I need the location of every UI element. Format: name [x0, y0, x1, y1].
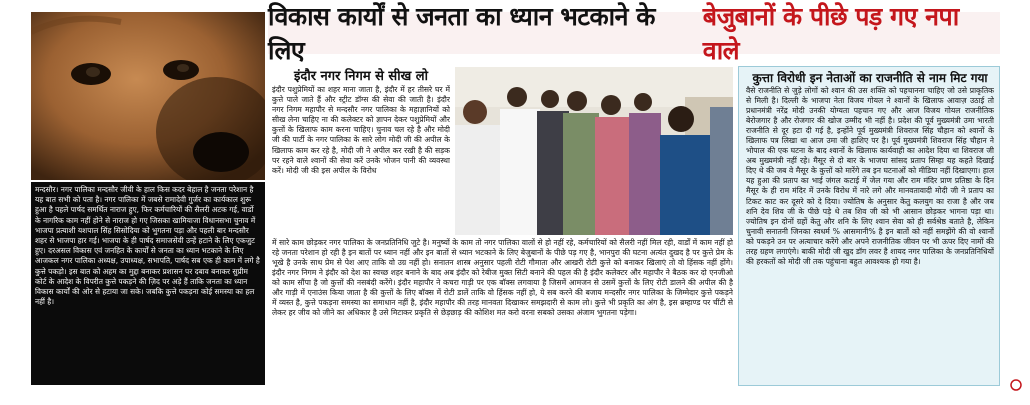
main-headline — [268, 2, 1000, 65]
right-box-article — [746, 86, 994, 384]
meeting-photo — [455, 67, 733, 235]
left-column-text: मन्दसौर। नगर पालिका मन्दसौर जीवी के हाल किस कदर बेहाल है जनता परेशान है यह बात सभी को पता है। नगर पालिका में जबसे रामादेवी गुर्जर का कार्यकाल शुरू हुआ है पहले पार्षद समर्थित नाराज हुए, फिर कर्मचारियों की सैलरी अटक गई, वार्डो के नागरिक काम नहीं होने से नाराज हो गए जिसका खामियाजा विधानसभा चुनाव में भाजपा प्रत्याशी यशपाल सिंह सिसोदिया को भुगतना पड़ा और पहली बार मन्दसौर शहर से भाजपा हार गई। भाजपा के ही पार्षद समाजसेवी उन्हें हटाने के लिए एकजुट हुए। दरअसल विकास एवं जनहित के कार्यों से जनता का ध्यान भटकाने के लिए आजकल नगर पालिका अध्यक्ष, उपाध्यक्ष, सभापति, पार्षद सब एक ही काम में लगे है कुत्ते पकड़ो। इस बात को अहम का मुद्दा बनाकर प्रशासन पर दबाव बनाकर सुप्रीम कोर्ट के आदेश के विपरीत कुत्ते पकड़ने की ज़िद पर अड़े हैं ताकि जनता का ध्यान विकास कार्यों की ओर से हटाया जा सके। जबकि कुत्ते पकड़ना कोई समस्या का हल नहीं है। — [35, 185, 260, 307]
center-subheading: इंदौर नगर निगम से सीख लो — [294, 69, 428, 84]
left-column-article — [31, 182, 265, 385]
right-box-text: वैसे राजनीति से जुड़े लोगों को श्वान की उस शक्ति को पहचानना चाहिए जो उसे प्राकृतिक से मिली है। दिल्ली के भाजपा नेता विजय गोयल ने श्वानों के खिलाफ आवाज़ उठाई तो प्रधानमंत्री नरेंद्र मोदी उनकी योग्यता पहचान गए और आज विजय गोयल राजनीतिक बेरोजगार है और रोजगार की खोज उम्मीद भी नहीं है। प्रदेश की पूर्व मुख्यमंत्री उमा भारती राजनीति से दूर हटा दी गई है, इन्होंने पूर्व मुख्यमंत्री शिवराज सिंह चौहान को श्वानों के खिलाफ पत्र लिखा था आज उमा जी हाशिए पर है। पूर्व मुख्यमंत्री शिवराज सिंह चौहान ने भोपाल की एक घटना के बाद श्वानों के खिलाफ कार्यवाही का आदेश दिया था शिवराज जी अब मुख्यमंत्री नहीं रहे। मैसूर से दो बार के भाजपा सांसद प्रताप सिम्हा यह कहते दिखाई दिए थे की जब वे मैसूर के कुत्तों को मारेंगे तब इन घटनाओं को मीडिया नहीं दिखाएगा। हाल यह हुआ की प्रताप का भाई जंगल कटाई में जेल गया और राम मंदिर प्राण प्रतिष्ठा के दिन मैसूर के ही राम मंदिर में उनके विरोध में नारे लगे और मानवतावादी मोदी जी ने प्रताप का टिकट काट कर दूसरे को दे दिया। ज्योतिष के अनुसार केतु कलयुग का राजा है और जब शनि देव शिव जी के पीछे पड़े थे तब शिव जी को भी आसान छोड़कर भागना पड़ा था। ज्योतिष इन दोनों ग्रहों केतु और शनि के लिए श्वान सेवा को ही सर्वश्रेष्ठ बताते है, लेकिन चुनावी सनातनी जिनका स्वधर्म % आसमानी% है इन बातों को नहीं समझेंगे की वो श्वानों को पकड़ने उन पर अत्याचार करेंगे और अपने राजनीतिक जीवन पर भी ऊपर दिए नामों की तरह ग्रहण लगाएंगे। बाकी मोदी जी खुद डॉग लवर है शायद नगर पालिका के जनप्रतिनिधियों की हरकतों को मोदी जी तक पहुंचाना बहुत आवश्यक हो गया है। — [746, 86, 994, 266]
headline-part-1: विकास कार्यों से जनता का ध्यान भटकाने के लिए — [268, 2, 655, 65]
center-wide-article — [272, 238, 733, 390]
dog-photo — [31, 12, 265, 180]
center-column-text: इंदौर पशुप्रेमियों का शहर माना जाता है, इंदौर में हर तीसरे घर में कुत्ते पाले जाते हैं और स्ट्रीट डॉग्स की सेवा की जाती है। इंदौर नगर निगम महापौर से मन्दसौर नगर पालिका के महाज्ञानियों को सीख लेना चाहिए ना की कलेक्टर को ज्ञापन देकर पशुप्रेमियों और कुत्तों के खिलाफ काम करना चाहिए। चुनाव चल रहे है और मोदी जी की पार्टी के नगर पालिका के सारे लोग मोदी जी की अपील के खिलाफ काम कर रहे है, मोदी जी ने अपील कर रखी है की सड़क पर रहने वाले श्वानों की सेवा करें उनके भोजन पानी की व्यवस्था करें। मोदी जी की इस अपील के विरोध — [272, 85, 450, 175]
right-box-title: कुत्ता विरोधी इन नेताओं का राजनीति से नाम मिट गया — [752, 71, 988, 85]
page-corner-ornament-icon — [1010, 379, 1022, 391]
headline-part-2: बेजुबानों के पीछे पड़ गए नपा वाले — [702, 2, 959, 65]
center-wide-text: में सारे काम छोड़कर नगर पालिका के जनप्रतिनिधि जुटे है। मनुष्यों के काम तो नगर पालिका वालों से हो नहीं रहे, कर्मचारियों को सैलरी नहीं मिल रही, वार्डों में काम नहीं हो रहे जनता परेशान हो रही है इन बातों पर ध्यान नहीं और इन बातों से ध्यान भटकाने के लिए बेजुबानों के पीछे पड़ गए है, भानपुरा की घटना अत्यंत दुखद है पर कुत्ते प्रेम के भूखे है उनके साथ प्रेम से पेश आए ताकि वो उग्र नहीं हो। सनातन शास्त्र अनुसार पहली रोटी गौमाता और आखरी रोटी कुत्ते को बनाकर खिलाएं तो वो हिंसक नहीं होंगे। इंदौर नगर निगम ने इंदौर को देश का स्वच्छ शहर बनाने के बाद अब इंदौर को रेबीज मुक्त सिटी बनाने की पहल की है इंदौर कलेक्टर और महापौर ने बैठक कर दो एनजीओ को काम सौंपा है जो कुत्तों की नसबंदी करेंगे। इंदौर महापौर ने कचरा गाड़ी पर एक बॉक्स लगवाया है जिसमें आमजन से उसमें कुत्तों के लिए रोटी डालने की अपील की है और गाड़ी में एनाउंस किया जाता है की कुत्तों के लिए बॉक्स में रोटी डालें ताकि वो हिंसक नहीं हो, ये सब करने की बजाय मन्दसौर नगर पालिका के जिम्मेदार कुत्ते पकड़ने में व्यस्त है, कुत्ते पकड़ना समस्या का समाधान नहीं है, इंदौर महापौर की तरह मानवता दिखाकर समझदारी से काम लो। कुत्ते भी प्रकृति का अंग है, इस ब्रम्हाण्ड पर चींटी से लेकर हर जीव को जीने का अधिकार है उसे मिटाकर प्रकृति से छेड़छाड़ की कोशिश मत करो वरना सबको उसका अंजाम भुगतना पड़ेगा। — [272, 238, 733, 318]
center-column-article — [272, 85, 450, 250]
